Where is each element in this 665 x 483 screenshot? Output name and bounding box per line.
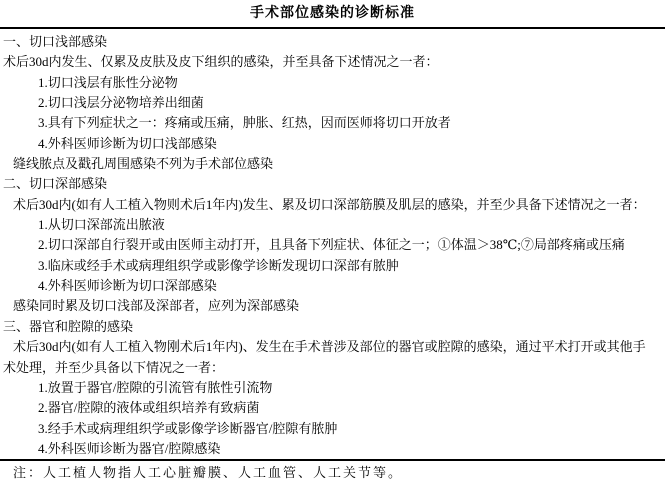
page-title: 手术部位感染的诊断标准 bbox=[250, 6, 415, 21]
text-line: 3.具有下列症状之一：疼痛或压痛，肿胀、红热，因而医师将切口开放者 bbox=[38, 115, 451, 131]
text-line: 2.切口深部自行裂开或由医师主动打开，且具备下列症状、体征之一；①体温＞38℃;⑦局部疼痛或压痛 bbox=[38, 237, 625, 253]
text-line: 术后30d内发生、仅累及皮肤及皮下组织的感染，并至具备下述情况之一者： bbox=[3, 54, 439, 70]
text-line: 4.外科医师诊断为切口深部感染 bbox=[38, 278, 217, 294]
text-line: 二、切口深部感染 bbox=[3, 176, 108, 192]
text-line: 4.外科医师诊断为切口浅部感染 bbox=[38, 135, 217, 151]
text-line: 3.临床或经手术或病理组织学或影像学诊断发现切口深部有脓肿 bbox=[38, 257, 399, 273]
text-line: 1.切口浅层有胀性分泌物 bbox=[38, 74, 178, 90]
text-line: 感染同时累及切口浅部及深部者，应列为深部感染 bbox=[13, 298, 300, 314]
document-body bbox=[0, 29, 665, 459]
text-line: 1.从切口深部流出脓液 bbox=[38, 217, 165, 233]
text-line: 术后30d内(如有人工植入物则术后1年内)发生、累及切口深部筋膜及肌层的感染，并至少具备下述情况之一者： bbox=[13, 196, 646, 212]
footnote: 注：人工植人物指人工心脏瓣膜、人工血管、人工关节等。 bbox=[13, 465, 404, 481]
text-line: 2.切口浅层分泌物培养出细菌 bbox=[38, 95, 204, 111]
text-line: 缝线脓点及戳孔周围感染不列为手术部位感染 bbox=[13, 156, 274, 172]
text-line: 4.外科医师诊断为器官/腔隙感染 bbox=[38, 440, 221, 456]
text-line: 2.器官/腔隙的液体或组织培养有致病菌 bbox=[38, 400, 260, 416]
text-line: 术处理，并至少具备以下情况之一者： bbox=[3, 359, 225, 375]
text-line: 3.经手术或病理组织学或影像学诊断器官/腔隙有脓肿 bbox=[38, 420, 338, 436]
text-line: 三、器官和腔隙的感染 bbox=[3, 318, 134, 334]
text-line: 一、切口浅部感染 bbox=[3, 34, 108, 49]
text-line: 1.放置于器官/腔隙的引流管有脓性引流物 bbox=[38, 379, 273, 395]
text-line: 术后30d内(如有人工植入物刚术后1年内)、发生在手术普涉及部位的器官或腔隙的感染，通过平术打开或其他手 bbox=[13, 339, 646, 355]
